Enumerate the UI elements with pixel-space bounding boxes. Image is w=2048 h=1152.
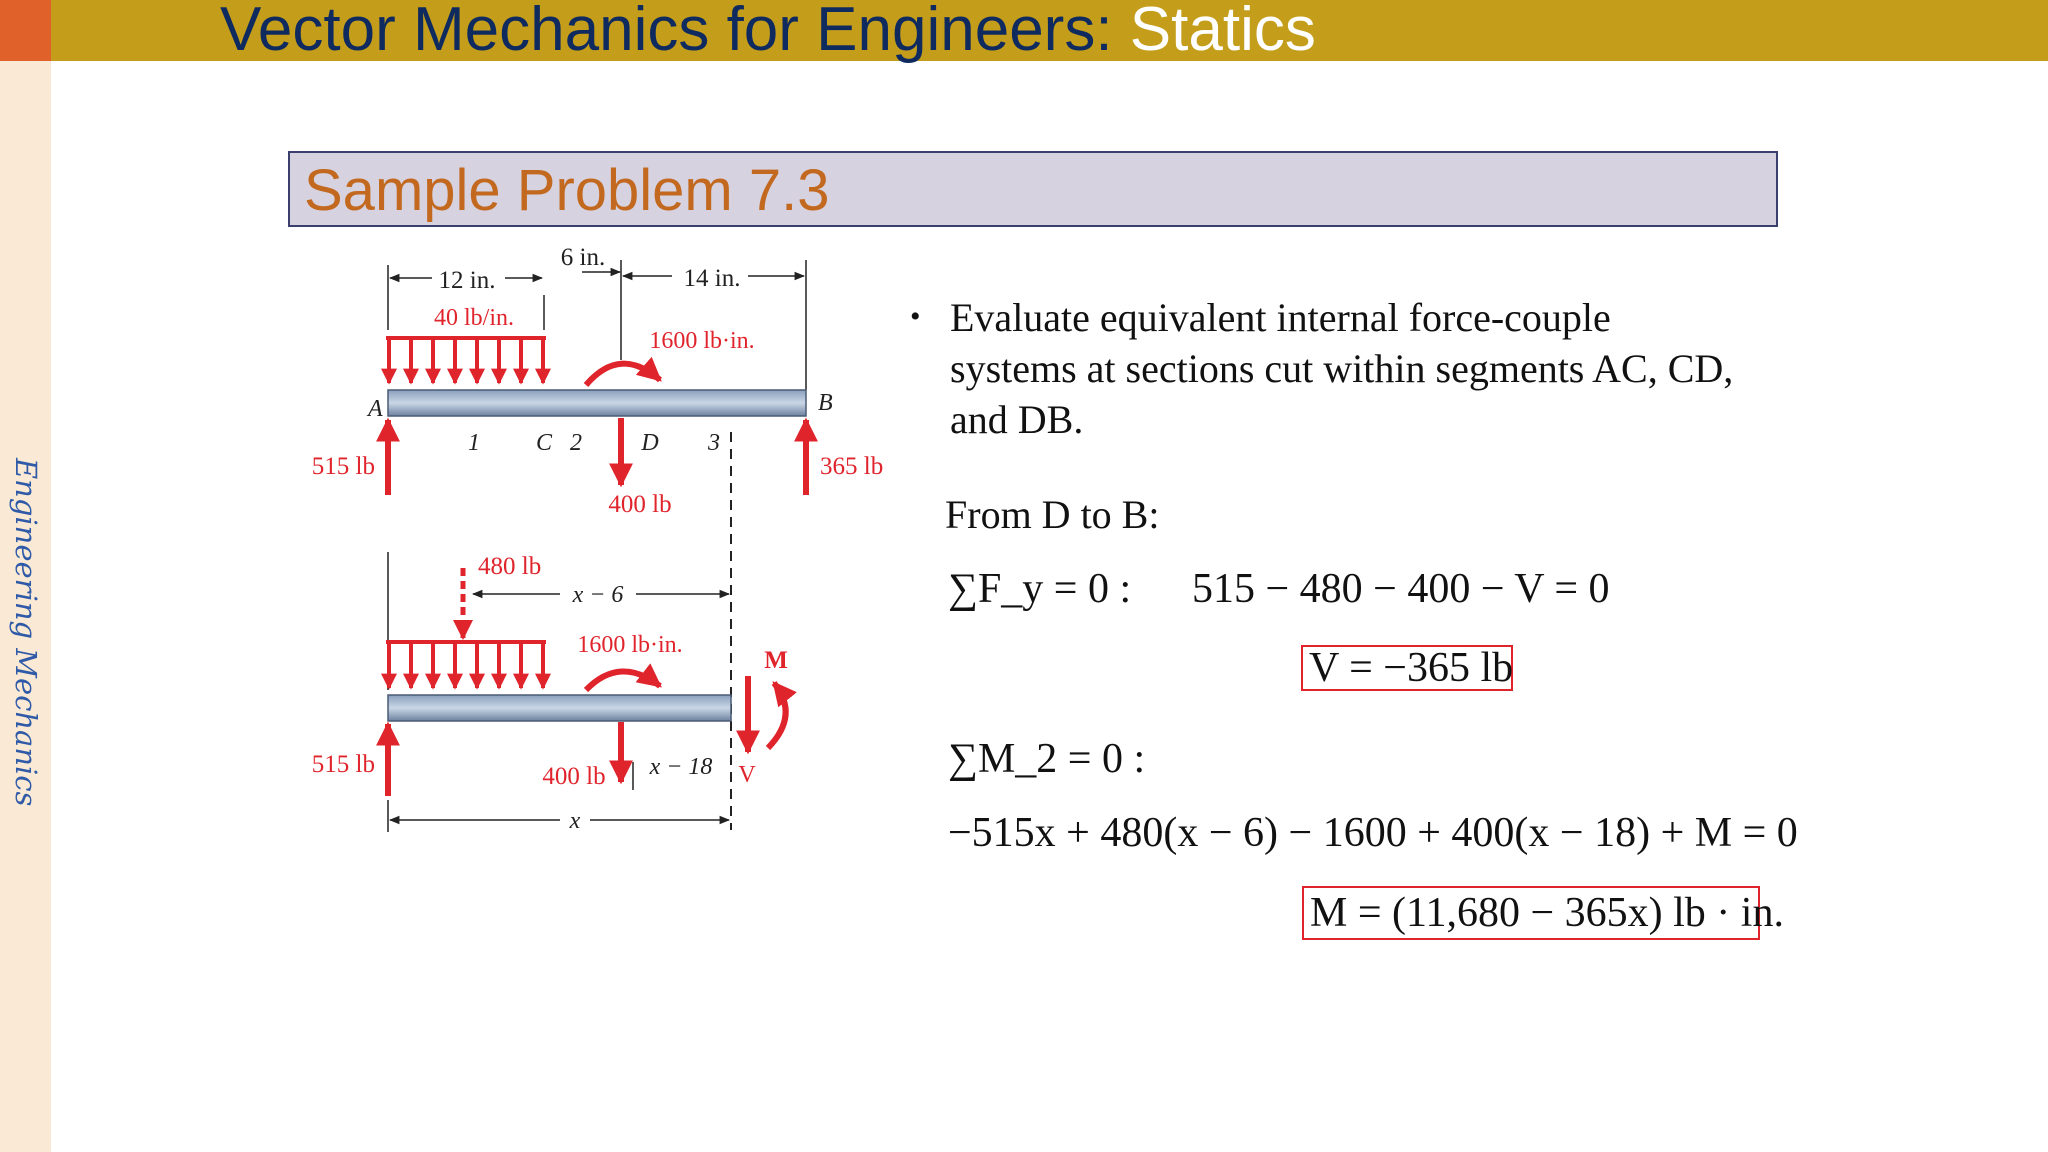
equation-sum-fy-left: ∑F_y = 0 : — [948, 566, 1132, 612]
top-label-B: B — [818, 390, 833, 416]
bottom-dim-x6: x − 6 — [572, 582, 624, 608]
result-V: V = −365 lb — [1309, 645, 1514, 691]
top-label-C: C — [535, 430, 553, 456]
sidebar-vertical-label: Engineering Mechanics — [9, 458, 43, 807]
equation-sum-fy-right: 515 − 480 − 400 − V = 0 — [1192, 566, 1610, 612]
bottom-shear-label: V — [738, 762, 756, 788]
top-reaction-B: 365 lb — [820, 453, 884, 480]
course-title-sub: Statics — [1129, 0, 1316, 64]
bottom-reaction-A: 515 lb — [311, 751, 375, 778]
bottom-dim-x: x — [569, 808, 581, 834]
top-couple-label: 1600 lb·in. — [649, 328, 755, 354]
top-label-A: A — [368, 396, 383, 422]
slide-course-title — [220, 0, 1316, 66]
top-label-1: 1 — [468, 430, 480, 456]
top-dim-6: 6 in. — [560, 248, 606, 271]
top-label-2: 2 — [570, 430, 582, 456]
top-load-dist-label: 40 lb/in. — [433, 305, 515, 331]
slide-heading: Sample Problem 7.3 — [304, 158, 830, 223]
equation-moment-line: −515x + 480(x − 6) − 1600 + 400(x − 18) + M = 0 — [948, 810, 1798, 856]
from-d-to-b-label: From D to B: — [945, 492, 1160, 537]
bottom-load-D: 400 lb — [542, 763, 606, 790]
top-reaction-A: 515 lb — [311, 453, 375, 480]
top-load-D: 400 lb — [608, 491, 672, 518]
result-box-M — [1302, 886, 1784, 940]
bottom-resultant: 480 lb — [478, 553, 542, 580]
top-label-3: 3 — [708, 430, 720, 456]
header-corner-block — [0, 0, 51, 61]
course-title-main: Vector Mechanics for Engineers: — [220, 0, 1130, 64]
top-dim-14: 14 in. — [683, 265, 741, 292]
heading-box — [288, 151, 1778, 227]
bottom-couple-label: 1600 lb·in. — [577, 632, 683, 658]
beam-figure — [288, 248, 908, 848]
bullet-text: Evaluate equivalent internal force-couple systems at sections cut within segments AC, CD, and DB. — [950, 295, 1734, 442]
bottom-dim-x18: x − 18 — [649, 754, 713, 780]
result-M: M = (11,680 − 365x) lb · in. — [1310, 890, 1784, 936]
bullet-marker: • — [910, 300, 921, 333]
top-dim-12: 12 in. — [438, 267, 496, 294]
top-label-D: D — [641, 430, 659, 456]
result-box-V — [1301, 645, 1513, 691]
bottom-moment-label: M — [764, 647, 788, 674]
equation-sum-m2-left: ∑M_2 = 0 : — [948, 736, 1146, 782]
